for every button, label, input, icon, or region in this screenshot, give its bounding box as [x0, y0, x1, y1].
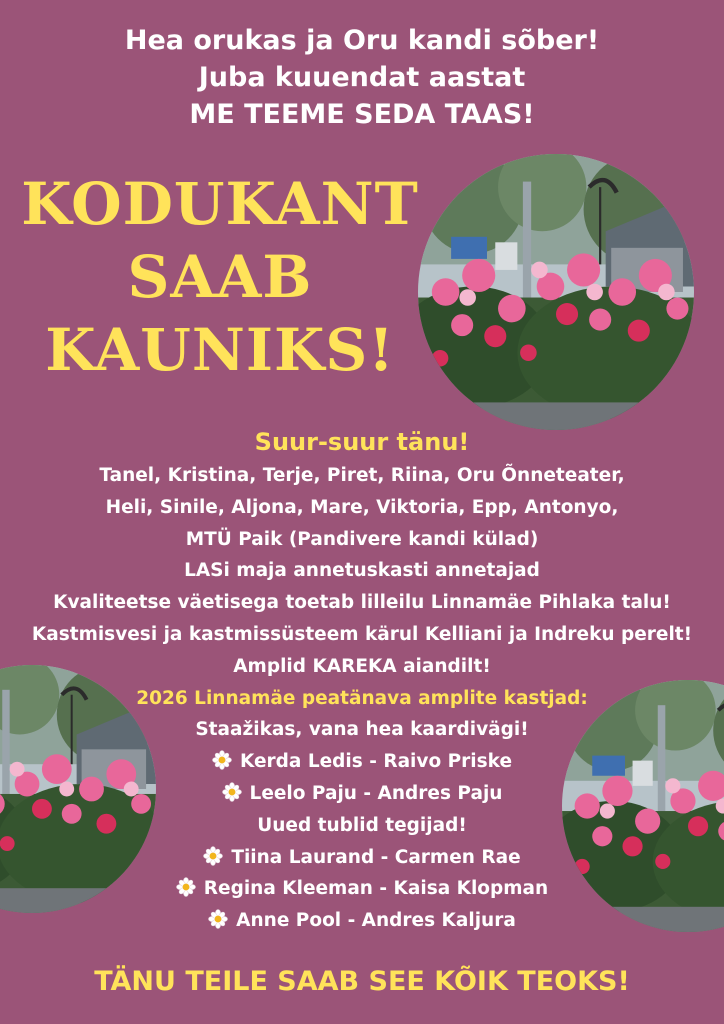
veteran-pair-2-text: Leelo Paju - Andres Paju [249, 782, 503, 804]
headline-line-3: KAUNIKS! [45, 316, 395, 384]
new-pair-1 [0, 842, 724, 874]
veteran-pair-2 [0, 778, 724, 810]
new-pair-3-text: Anne Pool - Andres Kaljura [236, 910, 516, 932]
waterers-heading: 2026 Linnamäe peatänava amplite kastjad: [136, 687, 588, 709]
thanks-donors: LASi maja annetuskasti annetajad [184, 560, 540, 582]
thanks-water: Kastmisvesi ja kastmissüsteem kärul Kelliani ja Indreku perelt! [31, 623, 693, 645]
greeting-line: Hea orukas ja Oru kandi sõber! [124, 25, 600, 56]
veterans-heading: Staažikas, vana hea kaardivägi! [195, 719, 529, 741]
thanks-pots: Amplid KAREKA aiandilt! [233, 655, 491, 677]
veteran-pair-1-text: Kerda Ledis - Raivo Priske [239, 751, 512, 773]
daisy-flower-icon [222, 782, 242, 802]
main-headline [20, 168, 420, 387]
headline-line-1: KODUKANT [21, 170, 419, 238]
thanks-list [0, 460, 724, 937]
thanks-title: Suur-suur tänu! [254, 428, 470, 456]
again-line: ME TEEME SEDA TAAS! [189, 99, 535, 130]
intro-text [0, 22, 724, 133]
daisy-flower-icon [203, 846, 223, 866]
daisy-flower-icon [208, 909, 228, 929]
new-pair-1-text: Tiina Laurand - Carmen Rae [231, 846, 521, 868]
new-pair-3 [0, 905, 724, 937]
daisy-flower-icon [212, 750, 232, 770]
headline-line-2: SAAB [127, 243, 313, 311]
thanks-names-2: Heli, Sinile, Aljona, Mare, Viktoria, Epp, Antonyo, [105, 496, 619, 518]
new-pair-2-text: Regina Kleeman - Kaisa Klopman [203, 878, 549, 900]
thanks-section [0, 424, 724, 937]
new-heading: Uued tublid tegijad! [257, 814, 467, 836]
thanks-fertilizer: Kvaliteetse väetisega toetab lilleilu Linnamäe Pihlaka talu! [53, 592, 671, 614]
thanks-org: MTÜ Paik (Pandivere kandi külad) [185, 528, 539, 550]
flower-basket-photo-top [418, 154, 694, 430]
new-pair-2 [0, 873, 724, 905]
daisy-flower-icon [176, 877, 196, 897]
footer-slogan: TÄNU TEILE SAAB SEE KÕIK TEOKS! [94, 966, 630, 997]
sixth-year-line: Juba kuuendat aastat [198, 62, 526, 93]
thanks-names-1: Tanel, Kristina, Terje, Piret, Riina, Oru Õnneteater, [99, 465, 625, 486]
veteran-pair-1 [0, 746, 724, 778]
